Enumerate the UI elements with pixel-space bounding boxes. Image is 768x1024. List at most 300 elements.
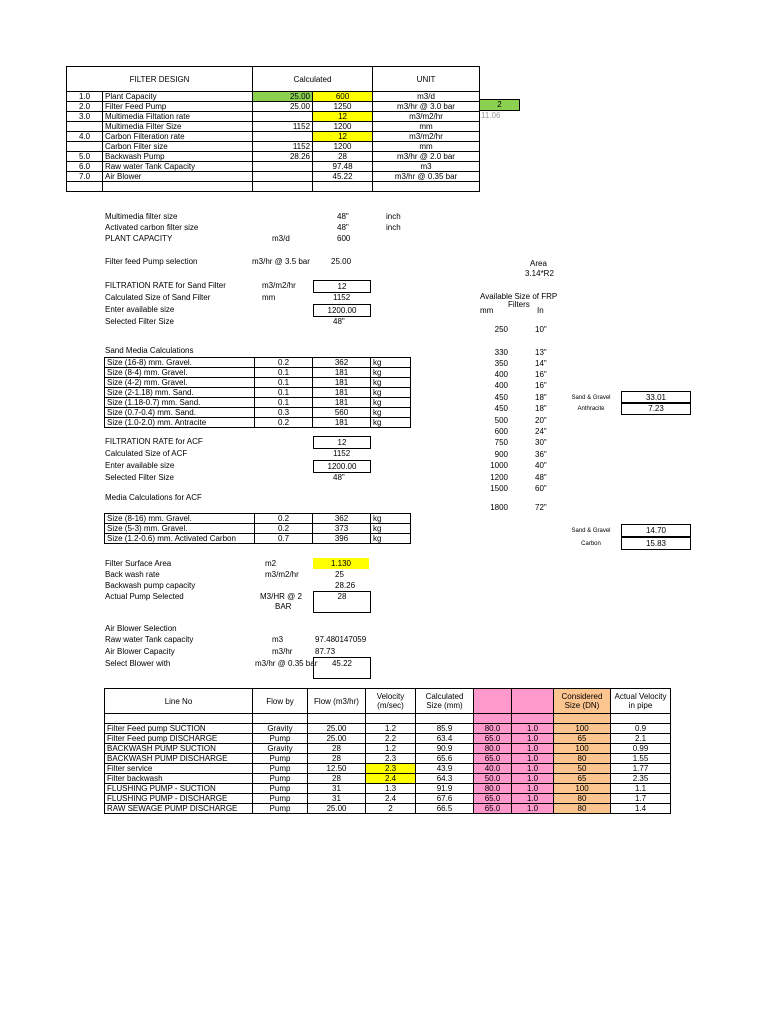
pipe-cell: 50.0 — [474, 774, 512, 784]
pipe-cell: 2 — [366, 804, 416, 814]
blower-title: Air Blower Selection — [105, 624, 177, 633]
pipe-cell: 100 — [554, 744, 611, 754]
info-unit: m3/d — [272, 234, 290, 243]
frp-mm: 1500 — [490, 484, 508, 493]
pipe-sizing-table — [104, 688, 671, 814]
blower-unit: m3/hr — [272, 647, 293, 656]
frp-in: 18" — [535, 393, 547, 402]
sand-filter-unit: m3/m2/hr — [262, 281, 296, 290]
design-cell-a — [253, 162, 313, 172]
media-unit: kg — [371, 388, 411, 398]
blower-unit: m3/hr @ 0.35 bar — [255, 659, 318, 668]
frp-mm: 450 — [494, 404, 508, 413]
pipe-cell: 1.4 — [611, 804, 671, 814]
media-unit: kg — [371, 418, 411, 428]
media-unit: kg — [371, 378, 411, 388]
acf-media-table — [104, 513, 411, 544]
design-cell-no: 2.0 — [67, 102, 103, 112]
design-cell-desc: Multimedia Filter Size — [103, 122, 253, 132]
pipe-cell: 1.7 — [611, 794, 671, 804]
media-fraction: 0.3 — [255, 408, 313, 418]
sand-filter-value: 48" — [333, 317, 345, 326]
design-cell-unit — [373, 182, 480, 192]
design-cell-b: 97.48 — [313, 162, 373, 172]
media-label: Size (8-4) mm. Gravel. — [105, 368, 255, 378]
media-fraction: 0.1 — [255, 388, 313, 398]
design-cell-desc: Filter Feed Pump — [103, 102, 253, 112]
frp-mm: 350 — [494, 359, 508, 368]
feed-unit: m3/hr @ 3.5 bar — [252, 257, 310, 266]
pipe-cell: FLUSHING PUMP - DISCHARGE — [105, 794, 253, 804]
media-total-value: 14.70 — [621, 524, 691, 537]
design-cell-a — [253, 132, 313, 142]
media-unit: kg — [371, 398, 411, 408]
frp-in: 72" — [535, 503, 547, 512]
media-unit: kg — [371, 408, 411, 418]
media-row — [105, 534, 411, 544]
side-green-cell: 2 — [479, 99, 520, 111]
backwash-label: Actual Pump Selected — [105, 592, 184, 601]
sand-filter-label: Enter available size — [105, 305, 175, 314]
pipe-cell: 1.0 — [512, 764, 554, 774]
frp-in: 18" — [535, 404, 547, 413]
info-extra: inch — [386, 223, 401, 232]
design-cell-no: 6.0 — [67, 162, 103, 172]
design-cell-b: 12 — [313, 112, 373, 122]
design-row — [67, 122, 480, 132]
pipe-spacer-cell — [416, 714, 474, 724]
pipe-cell: 1.3 — [366, 784, 416, 794]
design-cell-unit: m3/d — [373, 92, 480, 102]
design-cell-a — [253, 172, 313, 182]
design-cell-desc: Plant Capacity — [103, 92, 253, 102]
pipe-header-cell: Calculated Size (mm) — [416, 689, 474, 714]
frp-head2: Filters — [508, 300, 530, 309]
pipe-cell: 1.77 — [611, 764, 671, 774]
design-cell-no: 7.0 — [67, 172, 103, 182]
backwash-label: Filter Surface Area — [105, 559, 172, 568]
pipe-cell: 0.99 — [611, 744, 671, 754]
media-fraction: 0.2 — [255, 524, 313, 534]
sand-filter-value-box[interactable]: 12 — [313, 280, 371, 293]
pipe-cell: 65.0 — [474, 794, 512, 804]
pipe-cell: Pump — [253, 754, 308, 764]
design-cell-desc: Multimedia Filtation rate — [103, 112, 253, 122]
pipe-cell: 1.0 — [512, 794, 554, 804]
design-cell-no: 1.0 — [67, 92, 103, 102]
media-weight: 373 — [313, 524, 371, 534]
frp-in: 30" — [535, 438, 547, 447]
frp-col-mm: mm — [480, 306, 494, 315]
frp-mm: 500 — [494, 416, 508, 425]
sand-filter-label: FILTRATION RATE for Sand Filter — [105, 281, 226, 290]
design-cell-no: 3.0 — [67, 112, 103, 122]
media-label: Size (1.2-0.6) mm. Activated Carbon — [105, 534, 255, 544]
pipe-header-cell: Flow (m3/hr) — [308, 689, 366, 714]
pipe-cell: 2.35 — [611, 774, 671, 784]
frp-in: 13" — [535, 348, 547, 357]
pipe-cell: 1.2 — [366, 724, 416, 734]
sand-media-title: Sand Media Calculations — [105, 346, 194, 355]
design-cell-b: 45.22 — [313, 172, 373, 182]
pipe-cell: 1.0 — [512, 774, 554, 784]
pipe-cell: Pump — [253, 734, 308, 744]
media-row — [105, 358, 411, 368]
media-fraction: 0.2 — [255, 418, 313, 428]
pipe-cell: 65.0 — [474, 804, 512, 814]
design-cell-desc: Backwash Pump — [103, 152, 253, 162]
design-cell-unit: m3/hr @ 3.0 bar — [373, 102, 480, 112]
acf-media-title: Media Calculations for ACF — [105, 493, 202, 502]
media-row — [105, 368, 411, 378]
media-weight: 396 — [313, 534, 371, 544]
design-cell-unit: m3/m2/hr — [373, 112, 480, 122]
pipe-header-cell — [512, 689, 554, 714]
frp-in: 40" — [535, 461, 547, 470]
pipe-cell: 2.2 — [366, 734, 416, 744]
design-row — [67, 162, 480, 172]
filter-design-header — [67, 67, 480, 92]
media-row — [105, 514, 411, 524]
pipe-cell: Pump — [253, 784, 308, 794]
info-value: 48" — [337, 223, 349, 232]
blower-value: 87.73 — [315, 647, 336, 656]
acf-filter-value: 1152 — [333, 449, 351, 458]
media-label: Size (16-8) mm. Gravel. — [105, 358, 255, 368]
design-cell-b: 1250 — [313, 102, 373, 112]
design-cell-unit: m3/hr @ 2.0 bar — [373, 152, 480, 162]
pipe-row — [105, 804, 671, 814]
media-fraction: 0.1 — [255, 368, 313, 378]
frp-mm: 1800 — [490, 503, 508, 512]
design-cell-no — [67, 182, 103, 192]
design-cell-b: 12 — [313, 132, 373, 142]
frp-head: Available Size of FRP — [480, 292, 558, 301]
media-fraction: 0.1 — [255, 378, 313, 388]
pipe-cell: Gravity — [253, 744, 308, 754]
pipe-cell: 1.2 — [366, 744, 416, 754]
pipe-cell: Filter Feed pump SUCTION — [105, 724, 253, 734]
pipe-cell: Gravity — [253, 724, 308, 734]
pipe-cell: Filter Feed pump DISCHARGE — [105, 734, 253, 744]
blower-unit: m3 — [272, 635, 284, 644]
pipe-row — [105, 724, 671, 734]
filter-design-table — [66, 66, 480, 192]
media-unit: kg — [371, 368, 411, 378]
info-label: Multimedia filter size — [105, 212, 178, 221]
design-cell-desc: Air Blower — [103, 172, 253, 182]
frp-mm: 600 — [494, 427, 508, 436]
pipe-cell: 91.9 — [416, 784, 474, 794]
frp-mm: 450 — [494, 393, 508, 402]
pipe-cell: 0.9 — [611, 724, 671, 734]
pipe-cell: 1.0 — [512, 744, 554, 754]
pipe-cell: 25.00 — [308, 804, 366, 814]
design-cell-no: 4.0 — [67, 132, 103, 142]
pipe-cell: RAW SEWAGE PUMP DISCHARGE — [105, 804, 253, 814]
media-weight: 181 — [313, 368, 371, 378]
frp-col-in: In — [537, 306, 544, 315]
pipe-row — [105, 784, 671, 794]
design-cell-no — [67, 122, 103, 132]
frp-in: 24" — [535, 427, 547, 436]
media-row — [105, 524, 411, 534]
design-cell-no: 5.0 — [67, 152, 103, 162]
pipe-cell: 1.55 — [611, 754, 671, 764]
pipe-header-cell — [474, 689, 512, 714]
pipe-cell: 1.0 — [512, 754, 554, 764]
pipe-header-cell: Line No — [105, 689, 253, 714]
pipe-cell: BACKWASH PUMP SUCTION — [105, 744, 253, 754]
design-row — [67, 102, 480, 112]
media-weight: 181 — [313, 388, 371, 398]
design-row — [67, 182, 480, 192]
pipe-cell: 65 — [554, 734, 611, 744]
design-cell-b: 600 — [313, 92, 373, 102]
media-label: Size (0.7-0.4) mm. Sand. — [105, 408, 255, 418]
frp-in: 14" — [535, 359, 547, 368]
sand-filter-unit: mm — [262, 293, 276, 302]
design-cell-b — [313, 182, 373, 192]
design-cell-b: 28 — [313, 152, 373, 162]
design-cell-desc: Raw water Tank Capacity — [103, 162, 253, 172]
info-value: 48" — [337, 212, 349, 221]
actual-pump-box[interactable]: 28 — [313, 591, 371, 613]
pipe-cell: 80.0 — [474, 724, 512, 734]
design-cell-desc — [103, 182, 253, 192]
acf-filter-label: FILTRATION RATE for ACF — [105, 437, 203, 446]
pipe-header-cell: Considered Size (DN) — [554, 689, 611, 714]
media-weight: 181 — [313, 418, 371, 428]
pipe-cell: 1.0 — [512, 734, 554, 744]
media-row — [105, 378, 411, 388]
pipe-spacer-cell — [554, 714, 611, 724]
pipe-cell: 2.4 — [366, 774, 416, 784]
design-cell-unit: m3/m2/hr — [373, 132, 480, 142]
design-cell-b: 1200 — [313, 122, 373, 132]
frp-in: 20" — [535, 416, 547, 425]
frp-mm: 400 — [494, 381, 508, 390]
info-value: 600 — [337, 234, 351, 243]
pipe-row — [105, 774, 671, 784]
frp-in: 36" — [535, 450, 547, 459]
pipe-cell: 40.0 — [474, 764, 512, 774]
media-row — [105, 398, 411, 408]
header-filter-design: FILTER DESIGN — [67, 67, 253, 92]
design-row — [67, 152, 480, 162]
media-unit: kg — [371, 534, 411, 544]
pipe-cell: 85.9 — [416, 724, 474, 734]
media-unit: kg — [371, 358, 411, 368]
pipe-cell: 28 — [308, 754, 366, 764]
blower-value: 97.480147059 — [315, 635, 367, 644]
backwash-unit: m3/m2/hr — [265, 570, 299, 579]
pipe-cell: Pump — [253, 804, 308, 814]
media-row — [105, 408, 411, 418]
pipe-cell: 64.3 — [416, 774, 474, 784]
pipe-cell: 80 — [554, 794, 611, 804]
feed-label: Filter feed Pump selection — [105, 257, 198, 266]
media-label: Size (2-1.18) mm. Sand. — [105, 388, 255, 398]
pipe-row — [105, 734, 671, 744]
design-cell-no — [67, 142, 103, 152]
pipe-cell: Filter service — [105, 764, 253, 774]
design-row — [67, 92, 480, 102]
pipe-cell: 67.6 — [416, 794, 474, 804]
frp-mm: 750 — [494, 438, 508, 447]
pipe-row — [105, 764, 671, 774]
blower-select-box[interactable]: 45.22 — [313, 657, 371, 679]
design-cell-desc: Carbon Filter size — [103, 142, 253, 152]
pipe-cell: 31 — [308, 784, 366, 794]
sand-filter-label: Calculated Size of Sand Filter — [105, 293, 211, 302]
frp-mm: 900 — [494, 450, 508, 459]
media-weight: 362 — [313, 514, 371, 524]
acf-filter-label: Selected Filter Size — [105, 473, 174, 482]
pipe-spacer-cell — [474, 714, 512, 724]
pipe-spacer-cell — [366, 714, 416, 724]
pipe-cell: 65.0 — [474, 734, 512, 744]
media-label: Size (1.0-2.0) mm. Antracite — [105, 418, 255, 428]
media-fraction: 0.2 — [255, 358, 313, 368]
pipe-spacer-cell — [105, 714, 253, 724]
design-cell-unit: mm — [373, 142, 480, 152]
sand-media-table — [104, 357, 411, 428]
design-cell-unit: m3/hr @ 0.35 bar — [373, 172, 480, 182]
pipe-header-cell: Flow by — [253, 689, 308, 714]
design-row — [67, 142, 480, 152]
frp-in: 60" — [535, 484, 547, 493]
frp-in: 16" — [535, 381, 547, 390]
frp-in: 16" — [535, 370, 547, 379]
design-cell-a: 1152 — [253, 142, 313, 152]
pipe-row — [105, 754, 671, 764]
pipe-cell: 80.0 — [474, 784, 512, 794]
frp-mm: 250 — [494, 325, 508, 334]
pipe-cell: 90.9 — [416, 744, 474, 754]
pipe-cell: 25.00 — [308, 734, 366, 744]
frp-mm: 400 — [494, 370, 508, 379]
pipe-cell: 50 — [554, 764, 611, 774]
blower-label: Select Blower with — [105, 659, 171, 668]
pipe-cell: 80 — [554, 754, 611, 764]
pipe-header-cell: Actual Velocity in pipe — [611, 689, 671, 714]
design-cell-a — [253, 182, 313, 192]
media-weight: 181 — [313, 378, 371, 388]
pipe-row — [105, 794, 671, 804]
pipe-spacer-cell — [253, 714, 308, 724]
pipe-cell: 65.0 — [474, 754, 512, 764]
pipe-cell: BACKWASH PUMP DISCHARGE — [105, 754, 253, 764]
sand-filter-label: Selected Filter Size — [105, 317, 174, 326]
pipe-spacer-cell — [512, 714, 554, 724]
media-total-value: 15.83 — [621, 537, 691, 550]
pipe-cell: 1.0 — [512, 724, 554, 734]
design-cell-a: 1152 — [253, 122, 313, 132]
area-formula: 3.14*R2 — [525, 269, 554, 278]
media-total-value: 7.23 — [621, 402, 691, 415]
acf-filter-value: 48" — [333, 473, 345, 482]
pipe-cell: 28 — [308, 744, 366, 754]
acf-filter-value-box[interactable]: 1200.00 — [313, 460, 371, 473]
pipe-cell: 100 — [554, 784, 611, 794]
sand-filter-value-box[interactable]: 1200.00 — [313, 304, 371, 317]
acf-filter-value-box[interactable]: 12 — [313, 436, 371, 449]
pipe-cell: FLUSHING PUMP - SUCTION — [105, 784, 253, 794]
media-unit: kg — [371, 524, 411, 534]
frp-mm: 1000 — [490, 461, 508, 470]
header-calculated: Calculated — [253, 67, 373, 92]
blower-label: Raw water Tank capacity — [105, 635, 194, 644]
design-cell-desc: Carbon Filteration rate — [103, 132, 253, 142]
backwash-unit: m2 — [265, 559, 277, 568]
pipe-cell: 2.4 — [366, 794, 416, 804]
pipe-cell: 2.1 — [611, 734, 671, 744]
frp-mm: 1200 — [490, 473, 508, 482]
media-total-label: Carbon — [581, 541, 601, 547]
design-cell-a: 28.26 — [253, 152, 313, 162]
pipe-cell: 80.0 — [474, 744, 512, 754]
frp-in: 10" — [535, 325, 547, 334]
sand-filter-value: 1152 — [333, 293, 351, 302]
pipe-cell: Pump — [253, 794, 308, 804]
backwash-value: 28.26 — [335, 581, 356, 590]
media-total-label: Anthracite — [577, 406, 605, 412]
pipe-cell: 31 — [308, 794, 366, 804]
pipe-cell: Pump — [253, 764, 308, 774]
info-label: Activated carbon filter size — [105, 223, 199, 232]
header-unit: UNIT — [373, 67, 480, 92]
pump-unit-line1: M3/HR @ 2 — [260, 592, 302, 601]
media-total-label: Sand & Gravel — [571, 395, 611, 401]
area-title: Area — [530, 259, 547, 268]
pipe-cell: 63.4 — [416, 734, 474, 744]
design-cell-unit: mm — [373, 122, 480, 132]
pipe-cell: 100 — [554, 724, 611, 734]
media-fraction: 0.1 — [255, 398, 313, 408]
frp-mm: 330 — [494, 348, 508, 357]
pipe-header — [105, 689, 671, 714]
pipe-header-cell: Velocity (m/sec) — [366, 689, 416, 714]
design-cell-a: 25.00 — [253, 102, 313, 112]
filter-area-value: 1.130 — [313, 558, 369, 569]
backwash-value: 25 — [335, 570, 344, 579]
media-fraction: 0.2 — [255, 514, 313, 524]
pipe-cell: 25.00 — [308, 724, 366, 734]
pipe-cell: 1.0 — [512, 784, 554, 794]
pipe-cell: 43.9 — [416, 764, 474, 774]
media-weight: 362 — [313, 358, 371, 368]
acf-filter-label: Enter available size — [105, 461, 175, 470]
design-cell-a: 25.00 — [253, 92, 313, 102]
media-weight: 560 — [313, 408, 371, 418]
info-extra: inch — [386, 212, 401, 221]
design-row — [67, 112, 480, 122]
pipe-cell: 2.3 — [366, 754, 416, 764]
pipe-cell: 65 — [554, 774, 611, 784]
media-label: Size (5-3) mm. Gravel. — [105, 524, 255, 534]
info-label: PLANT CAPACITY — [105, 234, 173, 243]
pipe-cell: 65.6 — [416, 754, 474, 764]
media-total-label: Sand & Gravel — [571, 528, 611, 534]
side-gray-value: 11.06 — [481, 111, 501, 120]
pipe-cell: Filter backwash — [105, 774, 253, 784]
design-cell-unit: m3 — [373, 162, 480, 172]
feed-value: 25.00 — [331, 257, 352, 266]
pipe-cell: 80 — [554, 804, 611, 814]
media-row — [105, 388, 411, 398]
pipe-cell: 66.5 — [416, 804, 474, 814]
